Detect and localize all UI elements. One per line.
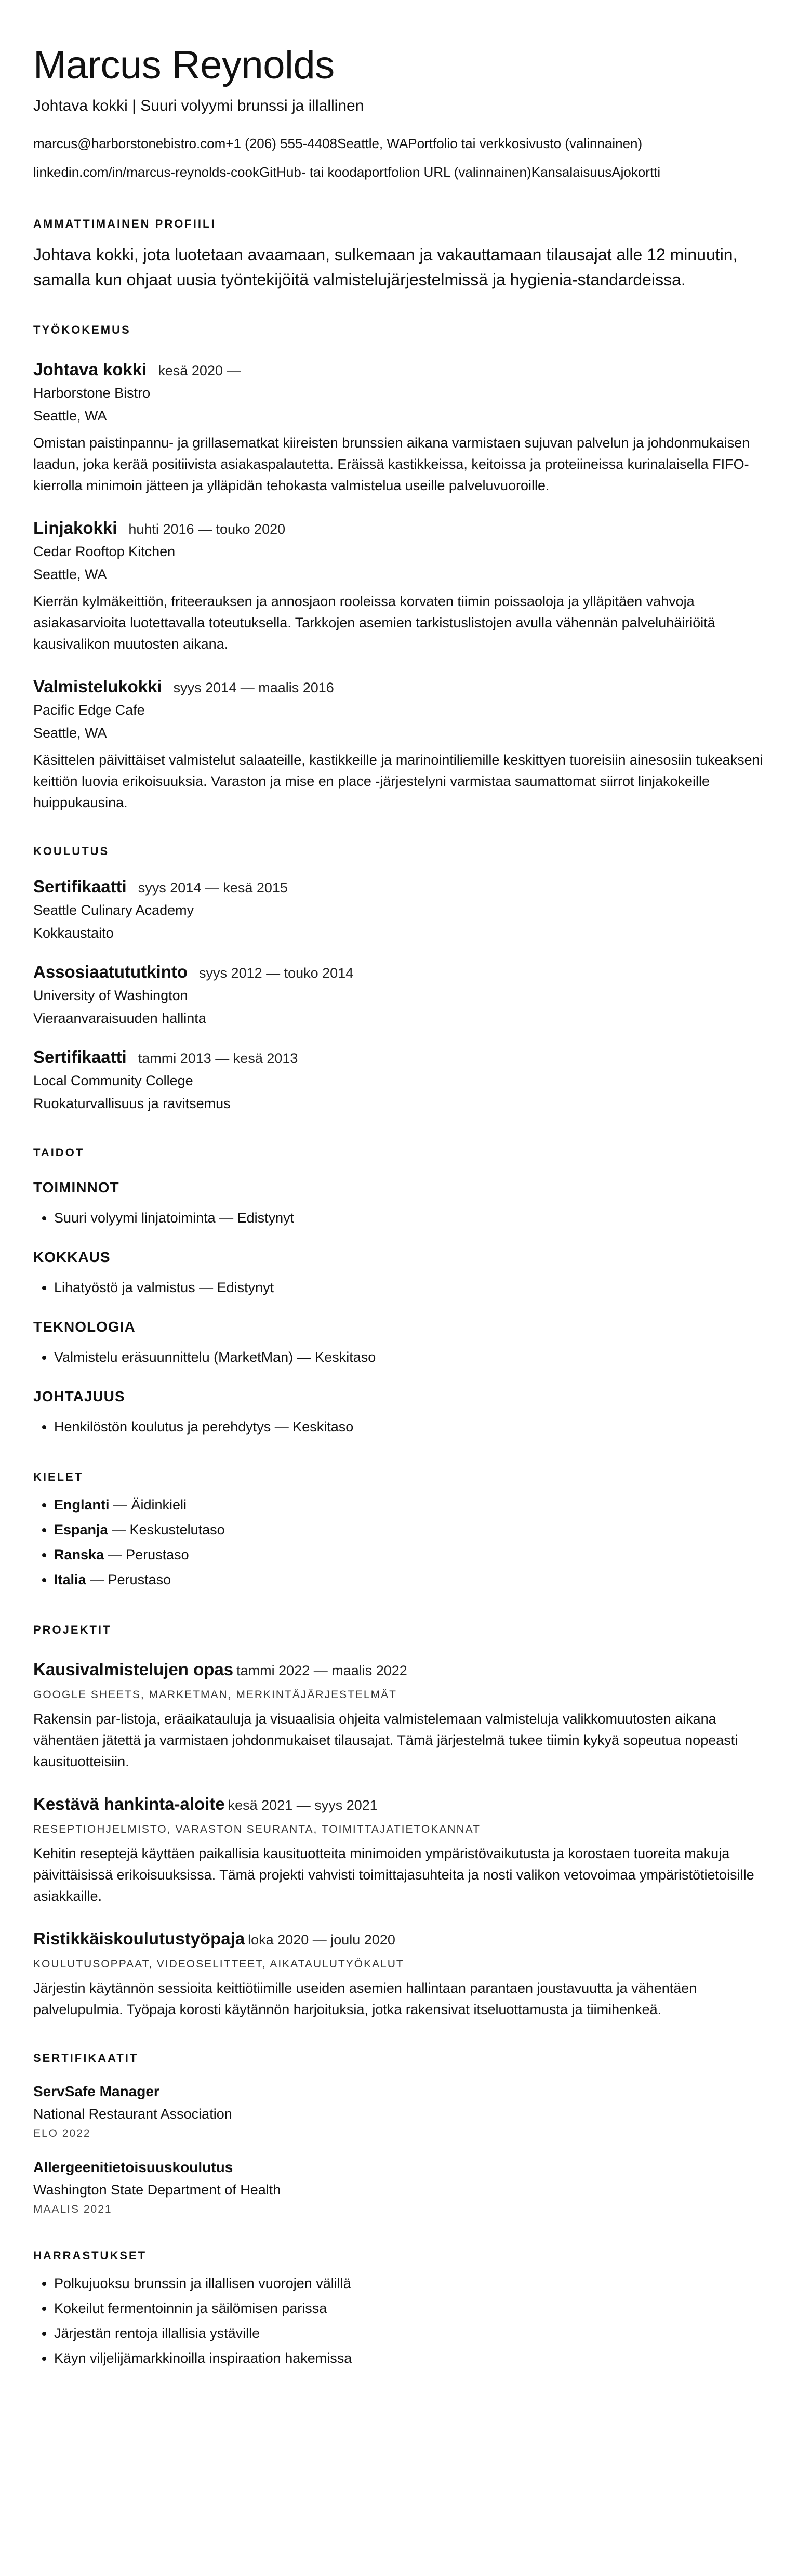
certificate-name: Allergeenitietoisuuskoulutus: [33, 2159, 233, 2175]
language-item: [54, 1517, 765, 1542]
degree: Assosiaatututkinto: [33, 962, 188, 981]
language-name: Ranska: [54, 1547, 104, 1562]
skill-list: [33, 1414, 765, 1439]
location: Seattle, WA: [337, 136, 408, 151]
job-entry: [33, 516, 765, 655]
language-level: — Äidinkieli: [109, 1497, 187, 1513]
skill-item: • Valmistelu eräsuunnittelu (MarketMan) — Keskitaso: [54, 1345, 765, 1370]
job-title: Linjakokki: [33, 518, 117, 537]
section-title: TYÖKOKEMUS: [33, 323, 131, 336]
job-description: Käsittelen päivittäiset valmistelut salaateille, kastikkeille ja marinointiliemille keskittyen tuoreisiin ainesosiin tukeakseni keittiön luovia erikoisuuksia. Varaston ja mise en place -järjestelyni varmistaa saumattomat siirrot linjakokeille huippukausina.: [33, 752, 763, 810]
certificate-date: ELO 2022: [33, 2127, 91, 2139]
contact-row-primary: [33, 133, 765, 157]
linkedin-link[interactable]: linkedin.com/in/marcus-reynolds-cook: [33, 164, 259, 180]
section-title: PROJEKTIT: [33, 1623, 112, 1636]
job-location: Seattle, WA: [33, 725, 107, 741]
job-location: Seattle, WA: [33, 567, 107, 582]
education-date: tammi 2013 — kesä 2013: [138, 1050, 298, 1066]
github-link[interactable]: GitHub- tai koodaportfolion URL (valinnainen): [259, 164, 531, 180]
education-entry: [33, 875, 765, 944]
hobby-item: • Polkujuoksu brunssin ja illallisen vuorojen välillä: [54, 2271, 765, 2296]
education-section: [33, 844, 765, 1115]
education-entry: [33, 960, 765, 1030]
education-entry: [33, 1045, 765, 1115]
skill-list: [33, 1205, 765, 1230]
job-entry: [33, 358, 765, 496]
school: University of Washington: [33, 988, 188, 1003]
hobby-item: • Kokeilut fermentoinnin ja säilömisen parissa: [54, 2296, 765, 2321]
job-date: kesä 2020 —: [158, 363, 241, 378]
school: Local Community College: [33, 1073, 193, 1088]
certificate-issuer: National Restaurant Association: [33, 2106, 232, 2122]
job-company: Cedar Rooftop Kitchen: [33, 544, 176, 559]
project-title: Ristikkäiskoulutustyöpaja: [33, 1929, 245, 1948]
education-date: syys 2014 — kesä 2015: [138, 880, 288, 896]
skill-item: • Lihatyöstö ja valmistus — Edistynyt: [54, 1275, 765, 1300]
job-title: Valmistelukokki: [33, 677, 162, 696]
language-item: [54, 1542, 765, 1567]
language-level: — Perustaso: [104, 1547, 189, 1562]
job-date: syys 2014 — maalis 2016: [173, 680, 334, 695]
job-description: Kierrän kylmäkeittiön, friteerauksen ja annosjaon rooleissa korvaten tiimin poissaoloja ja ylläpitäen vahvoja asiakasarvioita luotettavalla toteutuksella. Tarkkojen asemien tarkistuslistojen avulla vähennän palveluhäiriöitä kausivalikon muutosten aikana.: [33, 594, 715, 652]
hobby-item: • Järjestän rentoja illallisia ystäville: [54, 2321, 765, 2346]
languages-section: [33, 1469, 765, 1592]
skill-list: [33, 1345, 765, 1370]
certificate-entry: [33, 2081, 765, 2142]
hobby-item: • Käyn viljelijämarkkinoilla inspiraation hakemissa: [54, 2346, 765, 2371]
skills-section: [33, 1145, 765, 1439]
profile-summary: Johtava kokki, jota luotetaan avaamaan, sulkemaan ja vakauttamaan tilausajat alle 12 minuutin, samalla kun ohjaat uusia työntekijöitä valmistelujärjestelmissä ja hygienia-standardeissa.: [33, 245, 738, 289]
section-title: KIELET: [33, 1470, 84, 1483]
field-of-study: Vieraanvaraisuuden hallinta: [33, 1010, 206, 1026]
certificates-section: [33, 2051, 765, 2218]
portfolio-link[interactable]: Portfolio tai verkkosivusto (valinnainen): [408, 136, 643, 151]
field-of-study: Kokkaustaito: [33, 925, 114, 941]
skill-category: TEKNOLOGIA: [33, 1319, 136, 1335]
skill-item: • Henkilöstön koulutus ja perehdytys — Keskitaso: [54, 1414, 765, 1439]
education-date: syys 2012 — touko 2014: [199, 965, 354, 981]
project-title: Kausivalmistelujen opas: [33, 1660, 234, 1679]
skill-category: TOIMINNOT: [33, 1179, 119, 1195]
section-title: SERTIFIKAATIT: [33, 2052, 139, 2065]
degree: Sertifikaatti: [33, 877, 127, 896]
skill-category: KOKKAUS: [33, 1249, 111, 1265]
project-date: loka 2020 — joulu 2020: [248, 1932, 395, 1948]
profile-section: [33, 216, 765, 292]
contact-block: [33, 133, 765, 186]
phone-number[interactable]: +1 (206) 555-4408: [225, 136, 337, 151]
job-date: huhti 2016 — touko 2020: [128, 521, 286, 537]
skill-list: [33, 1275, 765, 1300]
section-title: AMMATTIMAINEN PROFIILI: [33, 217, 216, 230]
projects-section: [33, 1622, 765, 2020]
field-of-study: Ruokaturvallisuus ja ravitsemus: [33, 1096, 231, 1111]
job-description: Omistan paistinpannu- ja grillasematkat kiireisten brunssien aikana varmistaen sujuvan palvelun ja johdonmukaisen laadun, joka kerää positiivista asiakaspalautetta. Eräissä kastikkeissa, keitoissa ja proteiineissa kurinalaisella FIFO-kierrolla minimoin jätteen ja ylläpidän tehokasta valmistelua useille palveluvuoroille.: [33, 435, 750, 493]
job-company: Pacific Edge Cafe: [33, 702, 145, 718]
project-entry: [33, 1927, 765, 2020]
skill-item: • Suuri volyymi linjatoiminta — Edistynyt: [54, 1205, 765, 1230]
citizenship: Kansalaisuus: [531, 164, 612, 180]
language-level: — Perustaso: [86, 1572, 171, 1587]
project-date: kesä 2021 — syys 2021: [228, 1797, 378, 1813]
language-name: Espanja: [54, 1522, 108, 1537]
certificate-date: MAALIS 2021: [33, 2203, 112, 2215]
skill-category: JOHTAJUUS: [33, 1388, 125, 1404]
candidate-name: Marcus Reynolds: [33, 43, 335, 87]
section-title: HARRASTUKSET: [33, 2249, 147, 2262]
project-entry: [33, 1658, 765, 1772]
contact-row-secondary: [33, 162, 765, 186]
project-description: Järjestin käytännön sessioita keittiötiimille useiden asemien hallintaan parantaen joustavuutta ja vähentäen palvelupulmia. Työpaja korosti käytännön harjoituksia, jotka rakensivat itseluottamusta ja tiimihenkeä.: [33, 1980, 697, 2017]
certificate-issuer: Washington State Department of Health: [33, 2182, 281, 2198]
project-technologies: KOULUTUSOPPAAT, VIDEOSELITTEET, AIKATAULUTYÖKALUT: [33, 1958, 404, 1970]
project-description: Rakensin par-listoja, eräaikatauluja ja visuaalisia ohjeita valmistelemaan valmisteluja valikkomuutosten aikana vähentäen jätettä ja varmistaen johdonmukaiset tilausajat. Tämä järjestelmä tukee tiimin kykyä sopeutua nopeasti kausituotteisiin.: [33, 1711, 738, 1769]
language-list: [33, 1492, 765, 1592]
project-technologies: RESEPTIOHJELMISTO, VARASTON SEURANTA, TOIMITTAJATIETOKANNAT: [33, 1823, 481, 1835]
hobbies-section: [33, 2248, 765, 2371]
section-title: KOULUTUS: [33, 845, 110, 858]
language-item: [54, 1567, 765, 1592]
drivers-license: Ajokortti: [611, 164, 661, 180]
school: Seattle Culinary Academy: [33, 902, 194, 918]
project-date: tammi 2022 — maalis 2022: [236, 1663, 407, 1678]
job-location: Seattle, WA: [33, 408, 107, 424]
language-name: Italia: [54, 1572, 86, 1587]
candidate-tagline: Johtava kokki | Suuri volyymi brunssi ja illallinen: [33, 97, 364, 114]
job-company: Harborstone Bistro: [33, 385, 151, 401]
language-level: — Keskustelutaso: [108, 1522, 225, 1537]
project-technologies: GOOGLE SHEETS, MARKETMAN, MERKINTÄJÄRJESTELMÄT: [33, 1689, 397, 1701]
language-item: [54, 1492, 765, 1517]
resume-header: [33, 41, 765, 186]
degree: Sertifikaatti: [33, 1047, 127, 1067]
certificate-name: ServSafe Manager: [33, 2083, 159, 2099]
hobby-list: [33, 2271, 765, 2371]
section-title: TAIDOT: [33, 1146, 85, 1159]
project-title: Kestävä hankinta-aloite: [33, 1794, 225, 1813]
project-entry: [33, 1792, 765, 1907]
certificate-entry: [33, 2157, 765, 2218]
experience-section: [33, 322, 765, 813]
job-title: Johtava kokki: [33, 360, 147, 379]
project-description: Kehitin reseptejä käyttäen paikallisia kausituotteita minimoiden ympäristövaikutusta ja korostaen tuoreita makuja päivittäisissä erikoisuuksissa. Tämä projekti vahvisti toimittajasuhteita ja nosti valikon vetovoimaa ympäristötietoisille asiakkaille.: [33, 1846, 754, 1904]
job-entry: [33, 675, 765, 813]
email-link[interactable]: marcus@harborstonebistro.com: [33, 136, 226, 151]
language-name: Englanti: [54, 1497, 110, 1513]
